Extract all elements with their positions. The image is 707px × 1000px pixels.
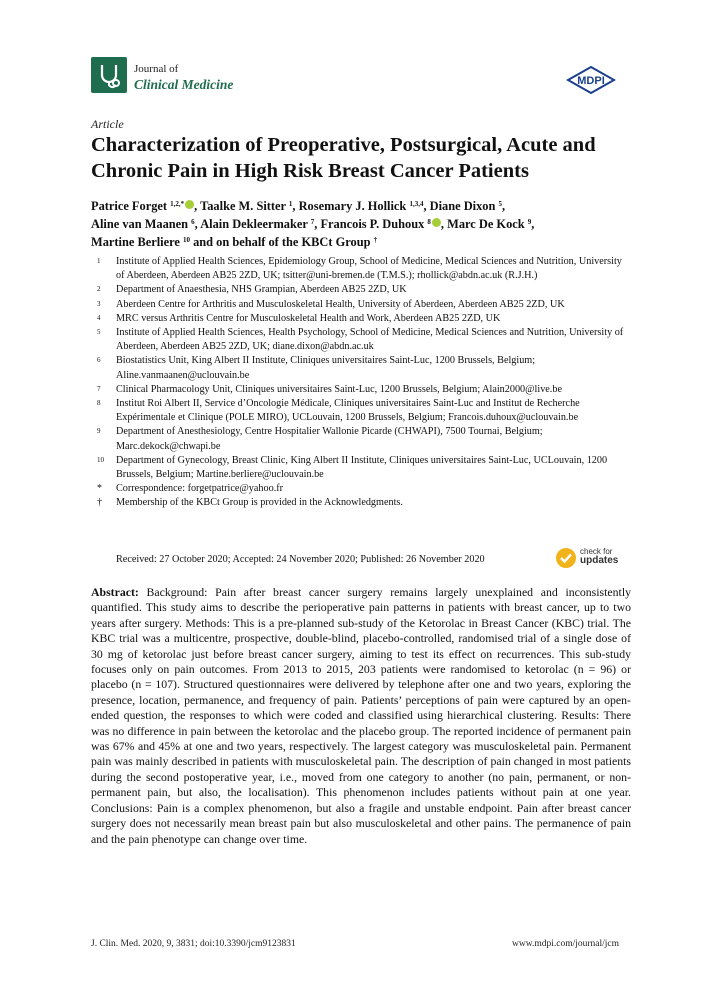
author-affiliation-marker: 10	[182, 236, 190, 244]
author-separator: ,	[194, 217, 201, 231]
journal-logo	[91, 57, 127, 93]
author-separator: ,	[314, 217, 321, 231]
author-affiliation-marker: 1	[288, 200, 293, 208]
abstract-label: Abstract:	[91, 585, 139, 599]
author-name: and on behalf of the KBCt Group	[193, 235, 374, 249]
affiliation-number: 7	[97, 384, 101, 393]
publisher-name: MDPI	[577, 75, 605, 87]
author-separator: ,	[440, 217, 448, 231]
publication-dates: Received: 27 October 2020; Accepted: 24 November 2020; Published: 26 November 2020	[116, 554, 485, 565]
mdpi-logo	[566, 66, 616, 94]
affiliation-item	[91, 425, 631, 453]
journal-name-line1: Journal of	[134, 63, 179, 75]
affiliation-number: 5	[97, 328, 101, 337]
affiliation-text: Correspondence: forgetpatrice@yahoo.fr	[116, 483, 284, 495]
affiliation-text: Department of Anaesthesia, NHS Grampian, Aberdeen AB25 2ZD, UK	[116, 284, 407, 296]
abstract	[91, 585, 631, 847]
author-affiliation-marker: 6	[191, 218, 195, 226]
affiliation-number: 3	[97, 299, 101, 308]
check-updates-icon[interactable]	[556, 548, 576, 568]
affiliation-number: 1	[97, 257, 101, 265]
author-name: Rosemary J. Hollick	[298, 199, 410, 213]
affiliation-text: Biostatistics Unit, King Albert II Institute, Cliniques universitaires Saint-Luc, 1200 Brussels, Belgium; Aline.vanmaanen@uclouvain.be	[116, 355, 536, 381]
author-name: Aline van Maanen	[91, 217, 192, 231]
affiliation-text: Membership of the KBCt Group is provided in the Acknowledgments.	[116, 497, 403, 509]
affiliation-text: MRC versus Arthritis Centre for Musculoskeletal Health and Work, Aberdeen AB25 2ZD, UK	[116, 312, 501, 324]
author-name: Taalke M. Sitter	[200, 199, 289, 213]
author-name: Alain Dekleermaker	[200, 217, 311, 231]
orcid-icon[interactable]	[432, 218, 441, 227]
affiliation-item	[91, 312, 631, 326]
footer-citation: J. Clin. Med. 2020, 9, 3831; doi:10.3390/jcm9123831	[91, 939, 296, 949]
affiliation-item	[91, 326, 631, 354]
affiliation-number: 6	[97, 356, 101, 365]
author-affiliation-marker: 9	[527, 218, 532, 226]
affiliation-text: Institute of Applied Health Sciences, Epidemiology Group, School of Medicine, Medical Sciences and Nutrition, University of Aberdeen, Aberdeen AB25 2ZD, UK; tsitter@uni-bremen.de (T.M.S.); rhollick@abdn.ac.uk (R.J.H.)	[116, 256, 622, 282]
affiliation-number: *	[97, 483, 102, 495]
abstract-text: Background: Pain after breast cancer surgery remains largely unexplained and inconsistently quantified. This study aims to describe the perioperative pain patterns in patients with breast cancer, up to two years after surgery. Methods: This is a pre-planned sub-study of the Ketorolac in Breast Cancer (KBC) trial. The KBC trial was a multicentre, prospective, double-blind, placebo-controlled, randomised trial of a single dose of 30 mg of ketorolac just before breast cancer surgery, aiming to test its effect on recurrences. This sub-study focuses only on pain outcomes. From 2013 to 2015, 203 patients were randomised to ketorolac (n = 96) or placebo (n = 107). Structured questionnaires were delivered by telephone after one and two years, exploring the presence, location, permanence, and frequency of pain. Patients’ perceptions of pain were captured by an open-ended question, the responses to which were coded and classified using hierarchical clustering. Results: There was no difference in pain between the ketorolac and the placebo group. The reported incidence of permanent pain was 67% and 45% at one and two years, respectively. The largest category was musculoskeletal pain. Permanent pain was mainly described in patients with musculoskeletal pain. The description of pain changed in most patients during the second postoperative year, i.e., moved from one category to another (no pain, permanent, or non-permanent pain, but also, the localisation). This phenomenon includes patients without pain at one year. Conclusions: Pain is a complex phenomenon, but also a fragile and unstable endpoint. Pain after breast cancer surgery does not necessarily mean breast pain but also musculoskeletal and other pains. The permanence of pain and the pain phenotype can change over time.	[91, 585, 632, 846]
author-name: Diane Dixon	[429, 199, 499, 213]
author-name: Francois P. Duhoux	[320, 217, 428, 231]
author-separator: ,	[502, 199, 506, 213]
author-affiliation-marker: 7	[310, 218, 315, 226]
orcid-icon[interactable]	[185, 200, 194, 209]
affiliation-number: 8	[97, 399, 101, 408]
affiliation-text: Department of Gynecology, Breast Clinic, King Albert II Institute, Cliniques universitaires Saint-Luc, UCLouvain, 1200 Brussels, Belgium; Martine.berliere@uclouvain.be	[116, 454, 608, 481]
check-updates-line2: updates	[580, 555, 619, 566]
affiliation-item	[91, 298, 631, 312]
journal-name-line2: Clinical Medicine	[134, 77, 234, 92]
affiliation-text: Department of Anesthesiology, Centre Hospitalier Wallonie Picarde (CHWAPI), 7500 Tournai, Belgium; Marc.dekock@chwapi.be	[116, 426, 543, 452]
affiliation-number: 4	[97, 313, 101, 322]
author-name: Patrice Forget	[91, 199, 171, 213]
author-separator: ,	[423, 199, 430, 213]
author-affiliation-marker: 5	[498, 200, 502, 208]
affiliation-text: Institute of Applied Health Sciences, Health Psychology, School of Medicine, Medical Sciences and Nutrition, University of Aberdeen, Aberdeen AB25 2ZD, UK; diane.dixon@abdn.ac.uk	[116, 327, 624, 353]
affiliation-number: 9	[97, 427, 101, 436]
affiliation-number: †	[97, 497, 102, 509]
author-affiliation-marker: 8	[427, 218, 431, 226]
author-separator: ,	[292, 199, 299, 213]
author-affiliation-marker: 1,3,4	[409, 200, 424, 208]
affiliation-item	[91, 383, 631, 397]
author-list	[91, 197, 631, 251]
check-updates-button[interactable]	[580, 547, 618, 565]
affiliation-item	[91, 397, 631, 425]
author-name: Marc De Kock	[447, 217, 528, 231]
check-updates-line1: check for	[580, 547, 613, 556]
author-separator: ,	[194, 199, 201, 213]
affiliation-text: Institut Roi Albert II, Service d’Oncologie Médicale, Cliniques universitaires Saint-Luc and Institut de Recherche Expérimentale et Clinique (POLE MIRO), UCLouvain, 1200 Brussels, Belgium; Francois.duhoux@uclouvain.be	[116, 398, 580, 424]
author-affiliation-marker: †	[373, 236, 378, 244]
affiliation-list	[91, 255, 631, 511]
affiliation-item	[91, 255, 631, 283]
affiliation-text: Clinical Pharmacology Unit, Cliniques universitaires Saint-Luc, 1200 Brussels, Belgium; Alain2000@live.be	[116, 383, 562, 395]
affiliation-number: 2	[97, 285, 101, 294]
affiliation-item	[91, 354, 631, 382]
affiliation-item	[91, 283, 631, 297]
affiliation-item	[91, 482, 631, 496]
author-separator: ,	[531, 217, 535, 231]
affiliation-item	[91, 496, 631, 510]
affiliation-text: Aberdeen Centre for Arthritis and Musculoskeletal Health, University of Aberdeen, Aberdeen AB25 2ZD, UK	[116, 298, 565, 310]
author-affiliation-marker: 1,2,*	[170, 200, 185, 208]
article-title: Characterization of Preoperative, Postsurgical, Acute and Chronic Pain in High Risk Breast Cancer Patients	[91, 134, 596, 182]
affiliation-number: 10	[97, 455, 104, 464]
footer-url[interactable]: www.mdpi.com/journal/jcm	[512, 939, 620, 949]
affiliation-item	[91, 454, 631, 482]
author-name: Martine Berliere	[91, 235, 183, 249]
article-type: Article	[91, 117, 124, 131]
